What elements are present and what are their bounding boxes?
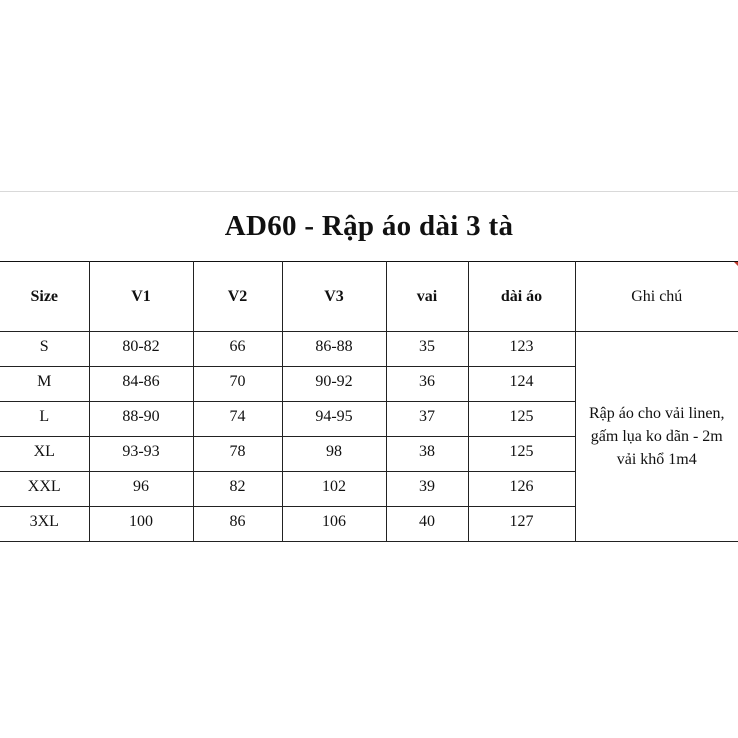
cell-dai-ao: 126 <box>468 472 575 507</box>
cell-v3: 86-88 <box>282 332 386 367</box>
cell-v2: 78 <box>193 437 282 472</box>
cell-size: XXL <box>0 472 89 507</box>
header-row <box>0 262 738 332</box>
column-header-size: Size <box>0 262 89 332</box>
column-header-ghi-chu: Ghi chú <box>575 262 738 332</box>
cell-v3: 98 <box>282 437 386 472</box>
cell-size: XL <box>0 437 89 472</box>
cell-dai-ao: 127 <box>468 507 575 542</box>
cell-v1: 80-82 <box>89 332 193 367</box>
cell-vai: 40 <box>386 507 468 542</box>
cell-size: S <box>0 332 89 367</box>
cell-vai: 36 <box>386 367 468 402</box>
cell-size: 3XL <box>0 507 89 542</box>
cell-v1: 88-90 <box>89 402 193 437</box>
column-header-vai: vai <box>386 262 468 332</box>
cell-v2: 82 <box>193 472 282 507</box>
cell-v1: 100 <box>89 507 193 542</box>
cell-vai: 37 <box>386 402 468 437</box>
cell-vai: 35 <box>386 332 468 367</box>
note-cell: Rập áo cho vải linen, gấm lụa ko dãn - 2m vải khổ 1m4 <box>575 332 738 542</box>
cell-v3: 94-95 <box>282 402 386 437</box>
cell-v2: 74 <box>193 402 282 437</box>
cell-v2: 66 <box>193 332 282 367</box>
cell-v1: 84-86 <box>89 367 193 402</box>
title-bar <box>0 191 738 261</box>
cell-dai-ao: 125 <box>468 437 575 472</box>
cell-size: M <box>0 367 89 402</box>
column-header-v2: V2 <box>193 262 282 332</box>
cell-vai: 39 <box>386 472 468 507</box>
cell-v3: 102 <box>282 472 386 507</box>
cell-v2: 86 <box>193 507 282 542</box>
page-title: AD60 - Rập áo dài 3 tà <box>224 210 514 242</box>
cell-v2: 70 <box>193 367 282 402</box>
column-header-dai-ao: dài áo <box>468 262 575 332</box>
cell-v3: 90-92 <box>282 367 386 402</box>
table-row <box>0 332 738 367</box>
column-header-v1: V1 <box>89 262 193 332</box>
cell-dai-ao: 123 <box>468 332 575 367</box>
size-table <box>0 261 738 542</box>
size-chart-sheet <box>0 191 738 548</box>
cell-v3: 106 <box>282 507 386 542</box>
column-header-v3: V3 <box>282 262 386 332</box>
cell-dai-ao: 124 <box>468 367 575 402</box>
cell-size: L <box>0 402 89 437</box>
cell-v1: 96 <box>89 472 193 507</box>
cell-dai-ao: 125 <box>468 402 575 437</box>
cell-v1: 93-93 <box>89 437 193 472</box>
cell-vai: 38 <box>386 437 468 472</box>
